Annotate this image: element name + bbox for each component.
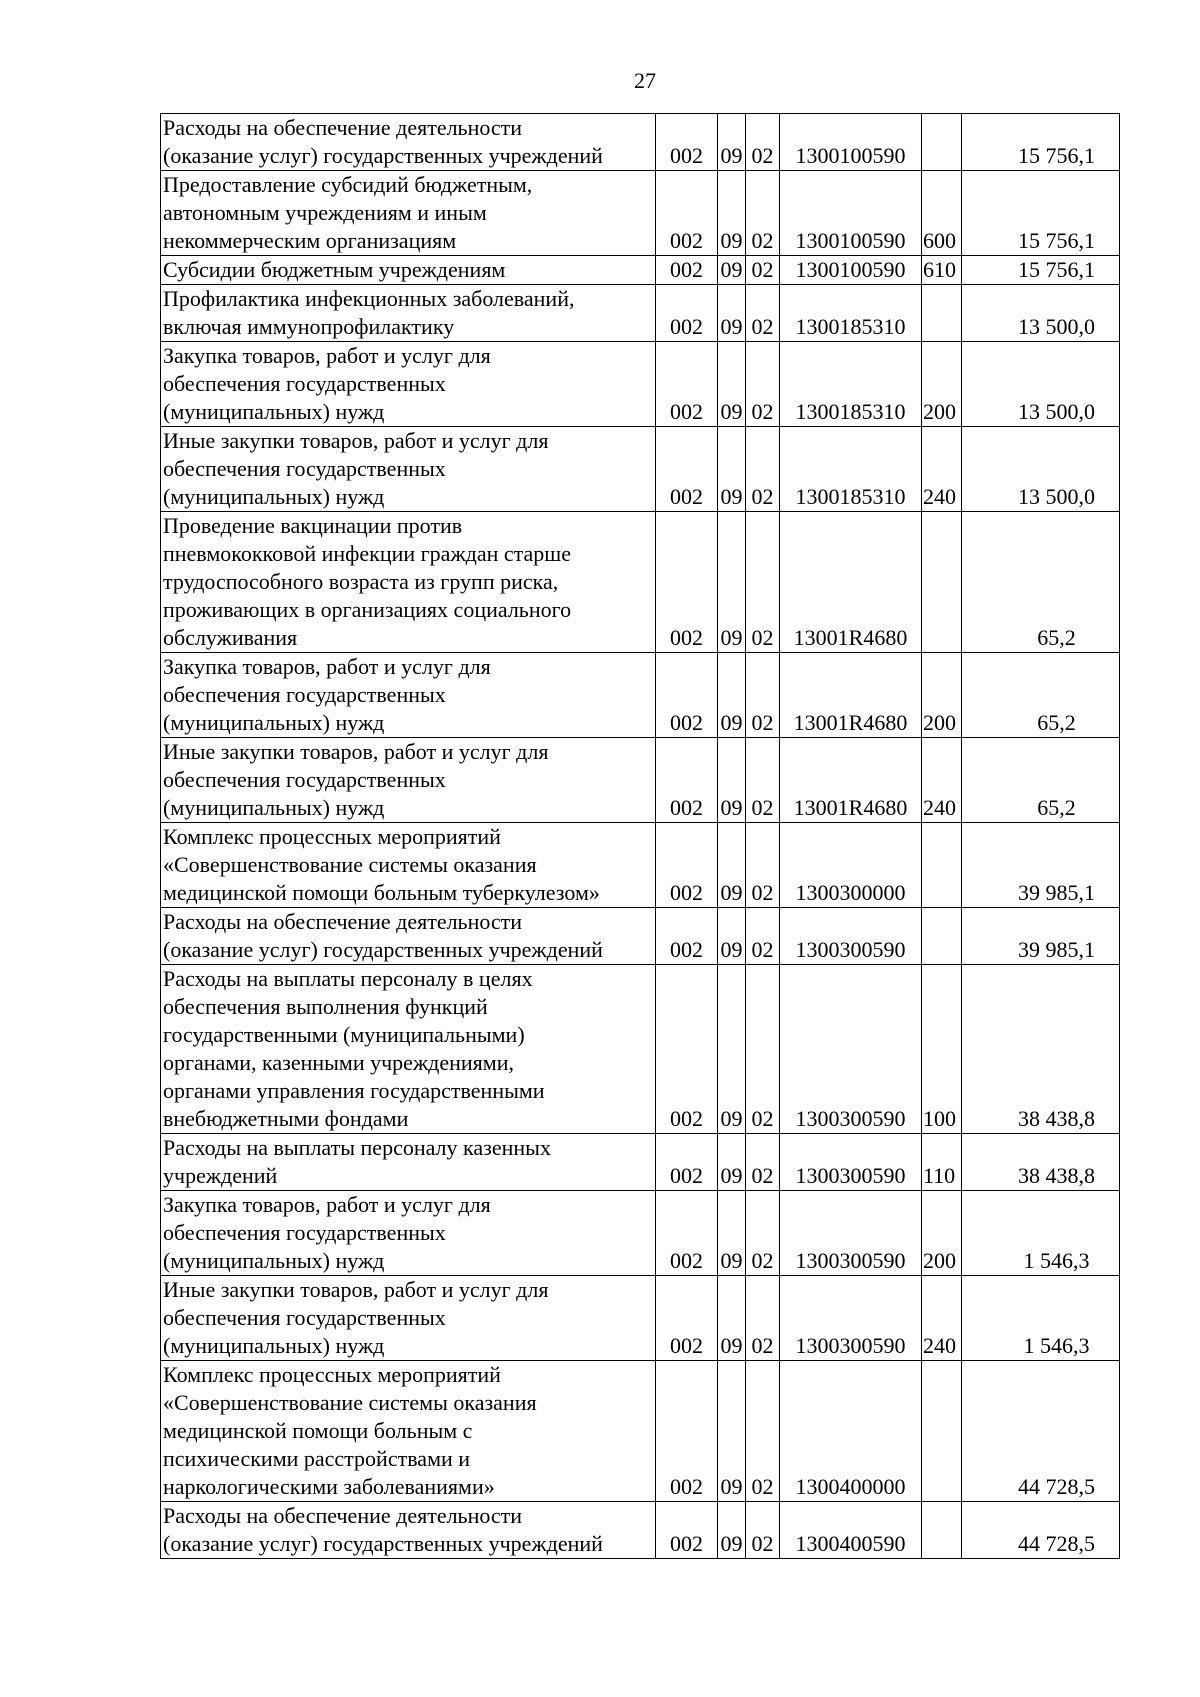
grbs-code-cell: 002 [656,1191,718,1276]
amount-cell: 65,2 [962,738,1120,823]
item-name-line: Закупка товаров, работ и услуг для [163,343,491,368]
target-article-cell: 1300300000 [780,823,922,908]
section-code-cell: 09 [718,1276,746,1361]
item-name-line: обеспечения государственных [163,767,446,792]
item-name-line: (оказание услуг) государственных учреждений [163,937,603,962]
amount-cell: 65,2 [962,512,1120,653]
item-name-line: Субсидии бюджетным учреждениям [163,257,506,282]
item-name-line: обеспечения государственных [163,682,446,707]
table-row [161,965,1120,1134]
amount-cell: 13 500,0 [962,342,1120,427]
expense-type-cell: 240 [922,427,962,512]
target-article-cell: 13001R4680 [780,512,922,653]
item-name-line: органами, казенными учреждениями, [163,1050,514,1075]
grbs-code-cell: 002 [656,256,718,285]
subsection-code-cell: 02 [746,653,780,738]
item-name-line: автономным учреждениям и иным [163,200,487,225]
item-name-line: Расходы на обеспечение деятельности [163,1503,523,1528]
target-article-cell: 1300400590 [780,1502,922,1559]
item-name-line: Иные закупки товаров, работ и услуг для [163,739,549,764]
grbs-code-cell: 002 [656,738,718,823]
subsection-code-cell: 02 [746,823,780,908]
expense-type-cell [922,1361,962,1502]
item-name-line: включая иммунопрофилактику [163,314,455,339]
expense-type-cell [922,823,962,908]
amount-cell: 15 756,1 [962,171,1120,256]
item-name-line: (муниципальных) нужд [163,484,385,509]
item-name-cell [161,256,656,285]
table-row [161,823,1120,908]
subsection-code-cell: 02 [746,256,780,285]
table-row [161,427,1120,512]
item-name-cell [161,512,656,653]
item-name-line: обеспечения государственных [163,1305,446,1330]
item-name-line: обслуживания [163,625,298,650]
amount-cell: 15 756,1 [962,114,1120,171]
table-row [161,285,1120,342]
expense-type-cell: 200 [922,653,962,738]
item-name-line: «Совершенствование системы оказания [163,1390,537,1415]
item-name-cell [161,427,656,512]
target-article-cell: 1300300590 [780,908,922,965]
grbs-code-cell: 002 [656,285,718,342]
grbs-code-cell: 002 [656,908,718,965]
table-row [161,342,1120,427]
grbs-code-cell: 002 [656,114,718,171]
section-code-cell: 09 [718,171,746,256]
target-article-cell: 1300185310 [780,285,922,342]
table-row [161,653,1120,738]
section-code-cell: 09 [718,653,746,738]
grbs-code-cell: 002 [656,965,718,1134]
amount-cell: 1 546,3 [962,1191,1120,1276]
target-article-cell: 1300300590 [780,965,922,1134]
item-name-cell [161,1502,656,1559]
amount-cell: 13 500,0 [962,427,1120,512]
grbs-code-cell: 002 [656,342,718,427]
item-name-line: (муниципальных) нужд [163,1333,385,1358]
subsection-code-cell: 02 [746,285,780,342]
expense-type-cell [922,1502,962,1559]
item-name-line: Расходы на выплаты персоналу казенных [163,1135,551,1160]
target-article-cell: 1300300590 [780,1134,922,1191]
item-name-cell [161,1191,656,1276]
amount-cell: 1 546,3 [962,1276,1120,1361]
table-row [161,171,1120,256]
expense-type-cell: 110 [922,1134,962,1191]
item-name-line: пневмококковой инфекции граждан старше [163,541,571,566]
item-name-line: Комплекс процессных мероприятий [163,824,501,849]
item-name-line: (муниципальных) нужд [163,399,385,424]
expense-type-cell: 600 [922,171,962,256]
item-name-cell [161,285,656,342]
section-code-cell: 09 [718,1134,746,1191]
expense-type-cell: 240 [922,738,962,823]
item-name-line: наркологическими заболеваниями» [163,1474,495,1499]
item-name-line: учреждений [163,1163,278,1188]
item-name-line: проживающих в организациях социального [163,597,572,622]
item-name-line: Иные закупки товаров, работ и услуг для [163,428,549,453]
table-row [161,1361,1120,1502]
item-name-cell [161,171,656,256]
expense-type-cell [922,285,962,342]
item-name-cell [161,1276,656,1361]
item-name-line: (муниципальных) нужд [163,710,385,735]
target-article-cell: 13001R4680 [780,738,922,823]
amount-cell: 38 438,8 [962,1134,1120,1191]
grbs-code-cell: 002 [656,653,718,738]
section-code-cell: 09 [718,1191,746,1276]
item-name-line: Расходы на обеспечение деятельности [163,115,523,140]
amount-cell: 65,2 [962,653,1120,738]
item-name-line: Расходы на выплаты персоналу в целях [163,966,533,991]
section-code-cell: 09 [718,1502,746,1559]
amount-cell: 15 756,1 [962,256,1120,285]
amount-cell: 13 500,0 [962,285,1120,342]
item-name-line: обеспечения выполнения функций [163,994,488,1019]
subsection-code-cell: 02 [746,171,780,256]
section-code-cell: 09 [718,823,746,908]
subsection-code-cell: 02 [746,427,780,512]
item-name-line: обеспечения государственных [163,1220,446,1245]
item-name-cell [161,823,656,908]
item-name-line: медицинской помощи больным с [163,1418,473,1443]
target-article-cell: 1300185310 [780,427,922,512]
item-name-cell [161,342,656,427]
grbs-code-cell: 002 [656,1276,718,1361]
item-name-line: некоммерческим организациям [163,228,457,253]
table-row [161,908,1120,965]
expense-type-cell: 200 [922,1191,962,1276]
item-name-line: Профилактика инфекционных заболеваний, [163,286,575,311]
expense-type-cell [922,908,962,965]
item-name-line: (муниципальных) нужд [163,795,385,820]
grbs-code-cell: 002 [656,1502,718,1559]
section-code-cell: 09 [718,738,746,823]
item-name-line: государственными (муниципальными) [163,1022,525,1047]
item-name-line: медицинской помощи больным туберкулезом» [163,880,600,905]
expense-type-cell: 100 [922,965,962,1134]
table-row [161,1502,1120,1559]
item-name-line: Проведение вакцинации против [163,513,463,538]
grbs-code-cell: 002 [656,427,718,512]
subsection-code-cell: 02 [746,114,780,171]
subsection-code-cell: 02 [746,908,780,965]
section-code-cell: 09 [718,908,746,965]
expense-type-cell: 610 [922,256,962,285]
item-name-line: органами управления государственными [163,1078,545,1103]
section-code-cell: 09 [718,512,746,653]
section-code-cell: 09 [718,1361,746,1502]
item-name-line: Комплекс процессных мероприятий [163,1362,501,1387]
target-article-cell: 13001R4680 [780,653,922,738]
target-article-cell: 1300400000 [780,1361,922,1502]
item-name-line: обеспечения государственных [163,371,446,396]
subsection-code-cell: 02 [746,342,780,427]
item-name-cell [161,653,656,738]
grbs-code-cell: 002 [656,823,718,908]
item-name-line: Иные закупки товаров, работ и услуг для [163,1277,549,1302]
table-row [161,256,1120,285]
target-article-cell: 1300185310 [780,342,922,427]
target-article-cell: 1300100590 [780,171,922,256]
table-row [161,512,1120,653]
item-name-line: «Совершенствование системы оказания [163,852,537,877]
expense-type-cell: 200 [922,342,962,427]
target-article-cell: 1300300590 [780,1191,922,1276]
subsection-code-cell: 02 [746,1502,780,1559]
item-name-line: Расходы на обеспечение деятельности [163,909,523,934]
expense-type-cell: 240 [922,1276,962,1361]
target-article-cell: 1300300590 [780,1276,922,1361]
target-article-cell: 1300100590 [780,114,922,171]
item-name-line: трудоспособного возраста из групп риска, [163,569,559,594]
amount-cell: 38 438,8 [962,965,1120,1134]
amount-cell: 44 728,5 [962,1361,1120,1502]
budget-table-body [161,114,1120,1559]
table-row [161,114,1120,171]
table-row [161,1134,1120,1191]
subsection-code-cell: 02 [746,965,780,1134]
item-name-cell [161,738,656,823]
grbs-code-cell: 002 [656,1134,718,1191]
subsection-code-cell: 02 [746,512,780,653]
grbs-code-cell: 002 [656,512,718,653]
target-article-cell: 1300100590 [780,256,922,285]
subsection-code-cell: 02 [746,738,780,823]
item-name-cell [161,965,656,1134]
section-code-cell: 09 [718,114,746,171]
subsection-code-cell: 02 [746,1134,780,1191]
section-code-cell: 09 [718,285,746,342]
table-row [161,738,1120,823]
item-name-cell [161,1134,656,1191]
item-name-line: Закупка товаров, работ и услуг для [163,654,491,679]
item-name-line: (оказание услуг) государственных учреждений [163,143,603,168]
section-code-cell: 09 [718,256,746,285]
item-name-line: (муниципальных) нужд [163,1248,385,1273]
amount-cell: 44 728,5 [962,1502,1120,1559]
amount-cell: 39 985,1 [962,823,1120,908]
expense-type-cell [922,114,962,171]
grbs-code-cell: 002 [656,171,718,256]
page-number: 27 [634,68,656,93]
subsection-code-cell: 02 [746,1191,780,1276]
amount-cell: 39 985,1 [962,908,1120,965]
item-name-line: (оказание услуг) государственных учреждений [163,1531,603,1556]
item-name-line: внебюджетными фондами [163,1106,409,1131]
item-name-cell [161,114,656,171]
subsection-code-cell: 02 [746,1276,780,1361]
grbs-code-cell: 002 [656,1361,718,1502]
section-code-cell: 09 [718,965,746,1134]
table-row [161,1276,1120,1361]
expense-type-cell [922,512,962,653]
section-code-cell: 09 [718,427,746,512]
item-name-cell [161,908,656,965]
subsection-code-cell: 02 [746,1361,780,1502]
table-row [161,1191,1120,1276]
item-name-line: Закупка товаров, работ и услуг для [163,1192,491,1217]
section-code-cell: 09 [718,342,746,427]
budget-table [160,113,1120,1559]
item-name-cell [161,1361,656,1502]
item-name-line: обеспечения государственных [163,456,446,481]
item-name-line: Предоставление субсидий бюджетным, [163,172,533,197]
item-name-line: психическими расстройствами и [163,1446,471,1471]
